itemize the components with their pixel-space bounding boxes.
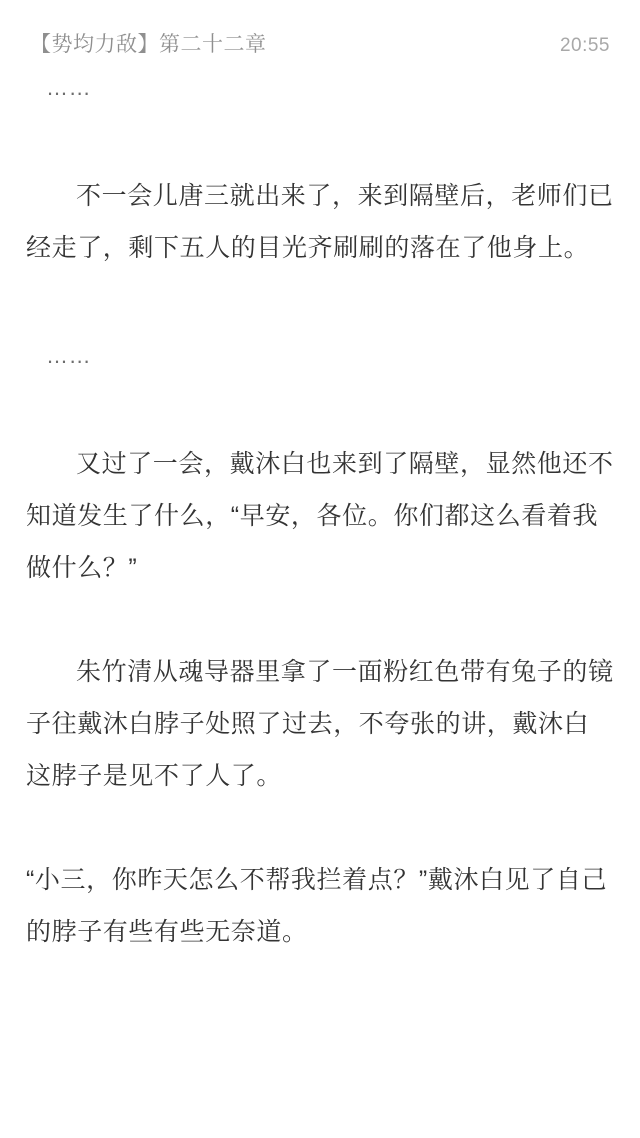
paragraph-1: 不一会儿唐三就出来了，来到隔壁后，老师们已经走了，剩下五人的目光齐刷刷的落在了他身上。 [26,182,614,262]
status-time: 20:55 [559,35,610,56]
paragraph-ellipsis-1: …… [46,75,92,100]
spacer [26,594,614,646]
chapter-header [0,0,640,58]
paragraph-2: 又过了一会，戴沐白也来到了隔壁，显然他还不知道发生了什么，“早安，各位。你们都这么看着我做什么？” [26,450,614,582]
paragraph-3: 朱竹清从魂导器里拿了一面粉红色带有兔子的镜子往戴沐白脖子处照了过去，不夸张的讲，戴沐白这脖子是见不了人了。 [26,658,614,790]
chapter-title: 【势均力敌】第二十二章 [30,33,267,56]
paragraph-ellipsis-2: …… [46,343,92,368]
paragraph-4: “小三，你昨天怎么不帮我拦着点？”戴沐白见了自己的脖子有些有些无奈道。 [26,866,608,946]
chapter-content [0,58,640,958]
spacer [26,108,614,170]
spacer [26,376,614,438]
spacer [26,802,614,854]
spacer [26,274,614,336]
